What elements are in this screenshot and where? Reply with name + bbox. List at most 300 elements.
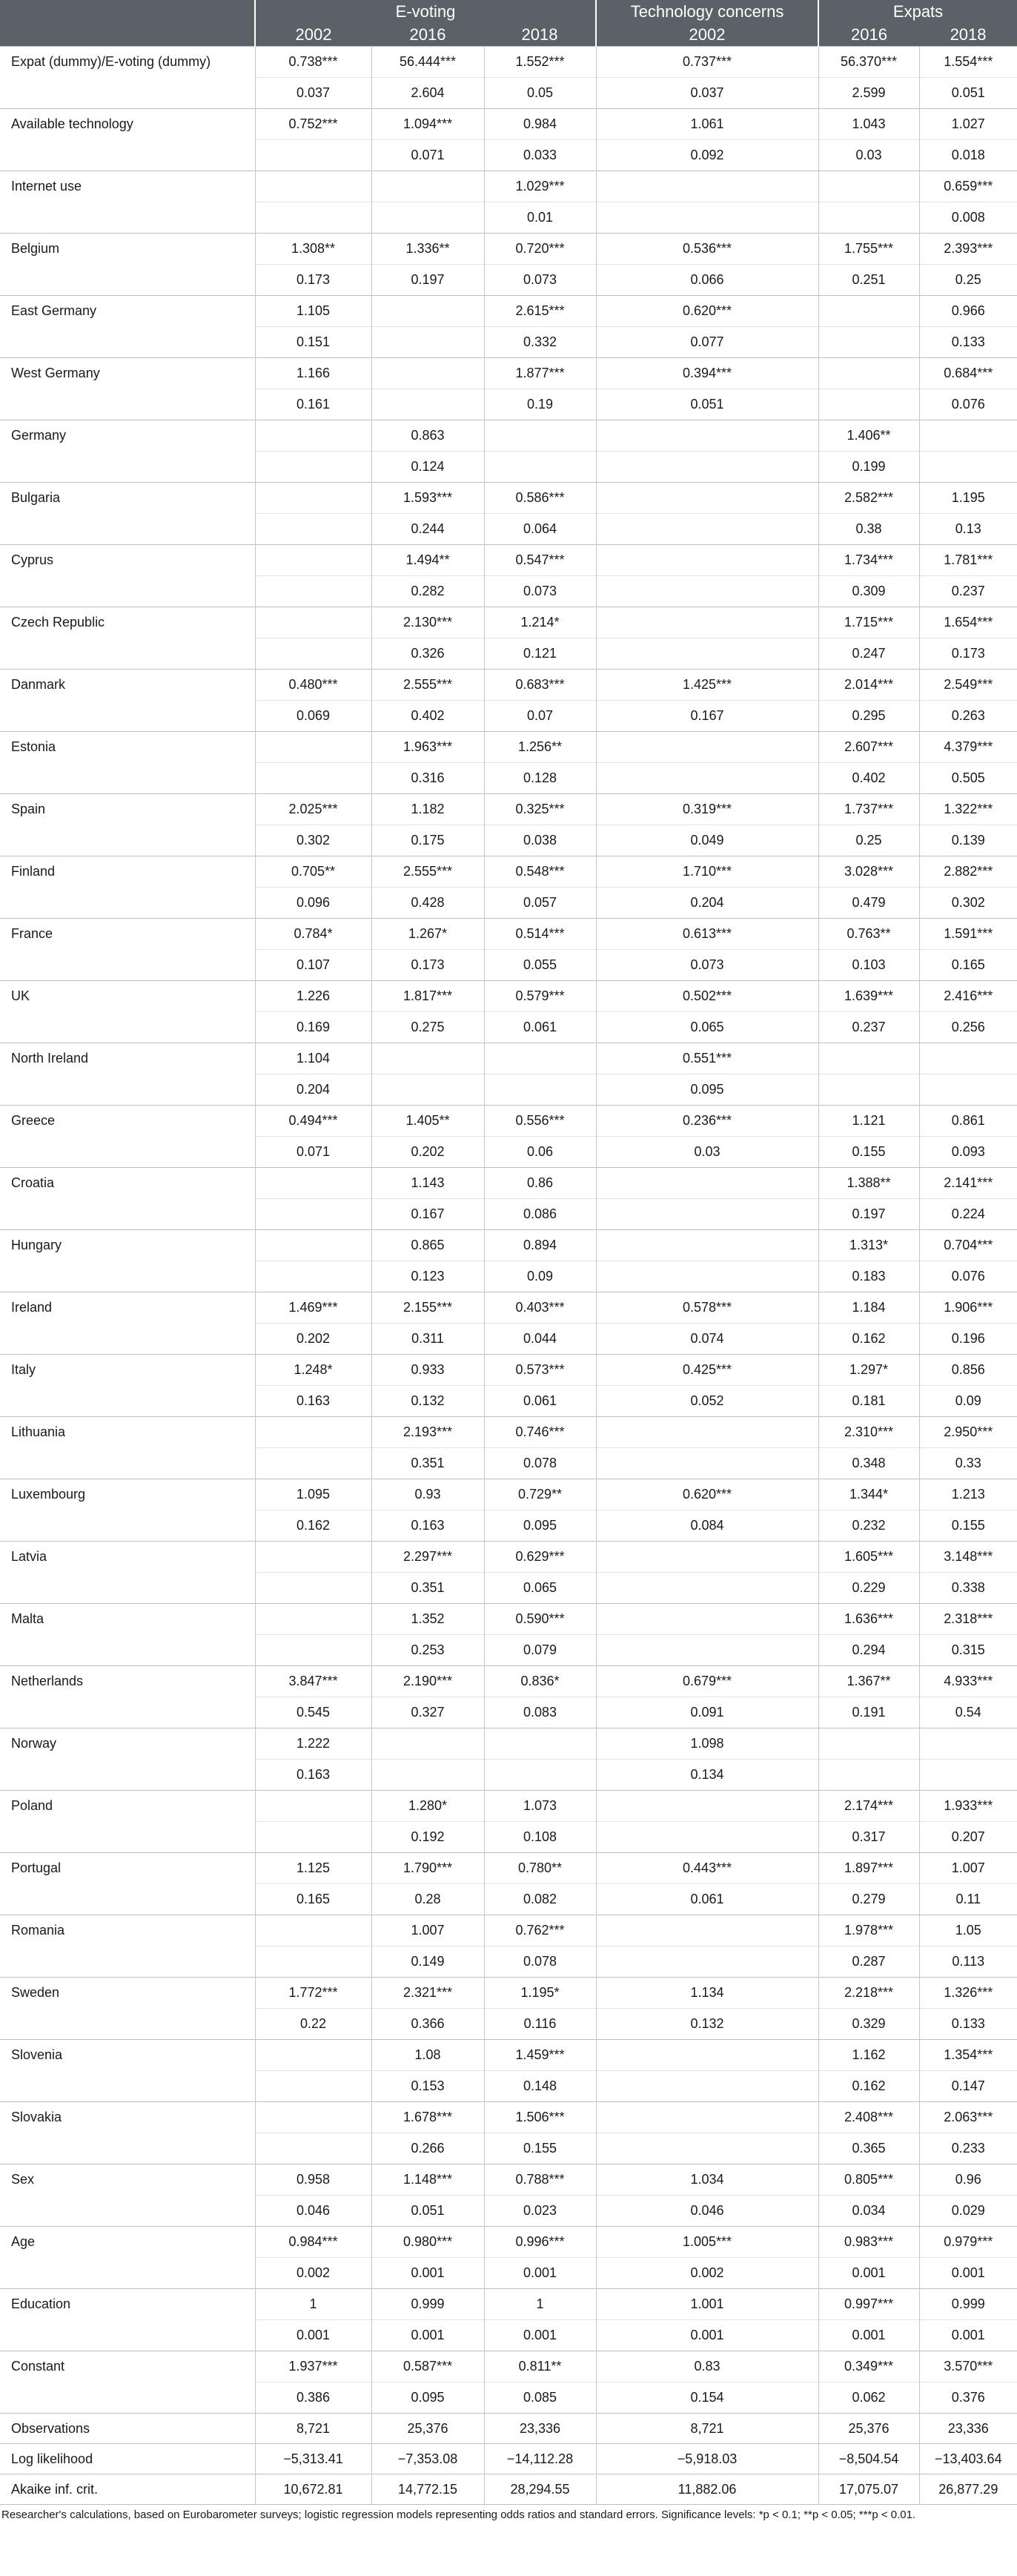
standard-error-cell: 0.22 [255,2009,371,2040]
standard-error-cell: 0.332 [484,327,596,358]
standard-error-cell: 0.196 [919,1324,1017,1355]
standard-error-cell: 0.162 [255,1510,371,1542]
standard-error-cell [255,1635,371,1666]
coefficient-cell: 56.444*** [371,47,484,78]
standard-error-cell [484,452,596,483]
standard-error-cell: 0.095 [484,1510,596,1542]
coefficient-cell: 0.762*** [484,1915,596,1946]
standard-error-cell: 0.237 [919,576,1017,607]
standard-error-cell: 0.078 [484,1448,596,1479]
table-row [0,794,1017,825]
coefficient-cell: 56.370*** [818,47,919,78]
coefficient-cell: 1.121 [818,1106,919,1137]
coefficient-cell: 2.193*** [371,1417,484,1448]
coefficient-cell: 2.555*** [371,670,484,701]
standard-error-cell [596,2071,818,2102]
standard-error-cell: 0.074 [596,1324,818,1355]
coefficient-cell: 0.704*** [919,1230,1017,1261]
standard-error-cell: 0.149 [371,1946,484,1978]
coefficient-cell: 1.280* [371,1791,484,1822]
coefficient-cell: 0.83 [596,2351,818,2382]
standard-error-cell [596,1199,818,1230]
coefficient-cell [255,420,371,452]
row-label: France [0,919,255,981]
header-year: 2016 [371,23,484,47]
standard-error-cell: 0.103 [818,950,919,981]
coefficient-cell [255,2102,371,2133]
standard-error-cell: 0.202 [371,1137,484,1168]
standard-error-cell: 0.07 [484,701,596,732]
table-row [0,1043,1017,1074]
stat-label: Log likelihood [0,2444,255,2474]
coefficient-cell: 0.578*** [596,1292,818,1324]
standard-error-cell: 0.191 [818,1697,919,1728]
coefficient-cell: 0.480*** [255,670,371,701]
standard-error-cell: 0.123 [371,1261,484,1292]
coefficient-cell: 1.388** [818,1168,919,1199]
standard-error-cell: 0.428 [371,888,484,919]
coefficient-cell: 1.043 [818,109,919,140]
coefficient-cell: 1.267* [371,919,484,950]
coefficient-cell [818,1728,919,1760]
standard-error-cell [596,763,818,794]
coefficient-cell: 2.549*** [919,670,1017,701]
standard-error-cell: 0.348 [818,1448,919,1479]
standard-error-cell: 0.061 [484,1012,596,1043]
coefficient-cell: 1 [484,2289,596,2320]
stat-value: −8,504.54 [818,2444,919,2474]
standard-error-cell: 0.192 [371,1822,484,1853]
coefficient-cell: 2.321*** [371,1978,484,2009]
row-label: Greece [0,1106,255,1168]
standard-error-cell: 0.064 [484,514,596,545]
standard-error-cell [596,1261,818,1292]
stat-value: 8,721 [255,2414,371,2444]
coefficient-cell [255,732,371,763]
standard-error-cell: 0.247 [818,638,919,670]
table-row [0,1915,1017,1946]
coefficient-cell: 0.999 [919,2289,1017,2320]
standard-error-cell: 0.279 [818,1884,919,1915]
standard-error-cell: 0.001 [255,2320,371,2351]
row-label: Danmark [0,670,255,732]
table-row [0,856,1017,888]
coefficient-cell: 0.933 [371,1355,484,1386]
standard-error-cell: 0.076 [919,1261,1017,1292]
standard-error-cell: 0.232 [818,1510,919,1542]
row-label: Cyprus [0,545,255,607]
coefficient-cell [255,1168,371,1199]
table-row [0,607,1017,638]
coefficient-cell [919,1043,1017,1074]
standard-error-cell: 0.173 [919,638,1017,670]
coefficient-cell: 0.836* [484,1666,596,1697]
standard-error-cell [255,1261,371,1292]
standard-error-cell: 0.204 [596,888,818,919]
coefficient-cell: 1.308** [255,234,371,265]
table-row [0,1853,1017,1884]
coefficient-cell: 1.978*** [818,1915,919,1946]
coefficient-cell [255,2040,371,2071]
coefficient-cell: 0.319*** [596,794,818,825]
table-row [0,358,1017,389]
standard-error-cell [255,2133,371,2164]
coefficient-cell: 1.639*** [818,981,919,1012]
coefficient-cell: 1.897*** [818,1853,919,1884]
table-header [0,0,1017,47]
standard-error-cell: 0.05 [484,78,596,109]
coefficient-cell [255,607,371,638]
stat-value: −7,353.08 [371,2444,484,2474]
header-year: 2002 [596,23,818,47]
standard-error-cell [371,1760,484,1791]
standard-error-cell: 0.06 [484,1137,596,1168]
coefficient-cell: 1.554*** [919,47,1017,78]
coefficient-cell: 2.393*** [919,234,1017,265]
standard-error-cell: 0.155 [818,1137,919,1168]
table-footnote: Researcher's calculations, based on Eurobarometer surveys; logistic regression models representing odds ratios and standard errors. Significance levels: *p < 0.1; **p < 0.05; ***p < 0.01. [1,2509,916,2521]
standard-error-cell: 0.302 [255,825,371,856]
coefficient-cell: 4.933*** [919,1666,1017,1697]
standard-error-cell: 0.161 [255,389,371,420]
coefficient-cell: 1.226 [255,981,371,1012]
standard-error-cell: 0.034 [818,2196,919,2227]
standard-error-cell: 0.266 [371,2133,484,2164]
coefficient-cell: 1.001 [596,2289,818,2320]
table-row [0,545,1017,576]
row-label: Croatia [0,1168,255,1230]
standard-error-cell: 0.197 [371,265,484,296]
coefficient-cell [596,483,818,514]
standard-error-cell: 0.38 [818,514,919,545]
coefficient-cell: 1.195 [919,483,1017,514]
standard-error-cell: 0.001 [371,2320,484,2351]
coefficient-cell: 1.734*** [818,545,919,576]
standard-error-cell: 0.311 [371,1324,484,1355]
standard-error-cell: 0.079 [484,1635,596,1666]
coefficient-cell: 0.997*** [818,2289,919,2320]
header-corner [0,0,255,23]
coefficient-cell: 2.014*** [818,670,919,701]
standard-error-cell: 0.03 [596,1137,818,1168]
standard-error-cell: 0.124 [371,452,484,483]
coefficient-cell: 0.679*** [596,1666,818,1697]
stat-value: 8,721 [596,2414,818,2444]
table-row [0,1230,1017,1261]
standard-error-cell [596,514,818,545]
coefficient-cell: 1.162 [818,2040,919,2071]
standard-error-cell: 0.095 [371,2382,484,2414]
coefficient-cell: 1.352 [371,1604,484,1635]
stat-value: 10,672.81 [255,2474,371,2505]
standard-error-cell: 0.207 [919,1822,1017,1853]
coefficient-cell: 1.213 [919,1479,1017,1510]
coefficient-cell [371,1043,484,1074]
standard-error-cell: 0.133 [919,327,1017,358]
standard-error-cell: 0.078 [484,1946,596,1978]
standard-error-cell: 0.061 [484,1386,596,1417]
standard-error-cell: 0.224 [919,1199,1017,1230]
standard-error-cell: 0.096 [255,888,371,919]
standard-error-cell: 0.002 [255,2258,371,2289]
coefficient-cell: 3.148*** [919,1542,1017,1573]
coefficient-cell: 1.937*** [255,2351,371,2382]
coefficient-cell: 1.678*** [371,2102,484,2133]
coefficient-cell: 0.865 [371,1230,484,1261]
table-row [0,1106,1017,1137]
standard-error-cell: 0.01 [484,202,596,234]
table-row [0,1791,1017,1822]
coefficient-cell: 1.029*** [484,171,596,202]
header-group-technology-concerns: Technology concerns [596,0,818,23]
standard-error-cell: 0.169 [255,1012,371,1043]
row-label: Hungary [0,1230,255,1292]
table-row [0,1542,1017,1573]
coefficient-cell [596,732,818,763]
standard-error-cell: 0.147 [919,2071,1017,2102]
standard-error-cell: 0.046 [255,2196,371,2227]
coefficient-cell: 0.958 [255,2164,371,2196]
coefficient-cell: 0.573*** [484,1355,596,1386]
standard-error-cell [255,1573,371,1604]
standard-error-cell: 0.151 [255,327,371,358]
standard-error-cell [596,1822,818,1853]
standard-error-cell: 0.076 [919,389,1017,420]
standard-error-cell: 0.165 [255,1884,371,1915]
standard-error-cell: 0.077 [596,327,818,358]
coefficient-cell: 1.344* [818,1479,919,1510]
standard-error-cell: 0.001 [484,2320,596,2351]
coefficient-cell: 1.737*** [818,794,919,825]
standard-error-cell: 0.173 [255,265,371,296]
coefficient-cell: 0.587*** [371,2351,484,2382]
table-row [0,1168,1017,1199]
coefficient-cell [818,171,919,202]
standard-error-cell: 0.199 [818,452,919,483]
table-row [0,1479,1017,1510]
standard-error-cell: 0.091 [596,1697,818,1728]
table-row [0,2040,1017,2071]
coefficient-cell: 0.720*** [484,234,596,265]
table-row [0,981,1017,1012]
stat-value: 14,772.15 [371,2474,484,2505]
standard-error-cell: 0.107 [255,950,371,981]
coefficient-cell: 1.248* [255,1355,371,1386]
standard-error-cell: 0.001 [919,2320,1017,2351]
standard-error-cell: 0.051 [596,389,818,420]
standard-error-cell: 0.073 [484,576,596,607]
standard-error-cell: 0.25 [818,825,919,856]
coefficient-cell: 4.379*** [919,732,1017,763]
standard-error-cell: 0.139 [919,825,1017,856]
coefficient-cell: 1.027 [919,109,1017,140]
coefficient-cell: 1.125 [255,1853,371,1884]
standard-error-cell: 0.061 [596,1884,818,1915]
standard-error-cell: 0.162 [818,2071,919,2102]
standard-error-cell [255,514,371,545]
standard-error-cell: 0.038 [484,825,596,856]
standard-error-cell: 0.244 [371,514,484,545]
table-row [0,1666,1017,1697]
coefficient-cell: 1.007 [919,1853,1017,1884]
standard-error-cell: 0.181 [818,1386,919,1417]
coefficient-cell: 2.310*** [818,1417,919,1448]
coefficient-cell: 0.579*** [484,981,596,1012]
standard-error-cell: 0.327 [371,1697,484,1728]
standard-error-cell: 0.282 [371,576,484,607]
standard-error-cell: 0.065 [596,1012,818,1043]
standard-error-cell: 0.037 [255,78,371,109]
standard-error-cell: 0.302 [919,888,1017,919]
standard-error-cell: 0.155 [484,2133,596,2164]
coefficient-cell: 1.336** [371,234,484,265]
coefficient-cell [818,358,919,389]
row-label: Sex [0,2164,255,2227]
coefficient-cell: 3.028*** [818,856,919,888]
row-label: North Ireland [0,1043,255,1106]
standard-error-cell: 0.132 [371,1386,484,1417]
coefficient-cell: 0.590*** [484,1604,596,1635]
coefficient-cell [919,1728,1017,1760]
standard-error-cell: 0.049 [596,825,818,856]
table-body [0,47,1017,2505]
standard-error-cell: 0.001 [818,2320,919,2351]
coefficient-cell: 0.805*** [818,2164,919,2196]
standard-error-cell: 0.315 [919,1635,1017,1666]
row-label: Constant [0,2351,255,2414]
standard-error-cell: 0.071 [371,140,484,171]
standard-error-cell [255,452,371,483]
standard-error-cell: 0.204 [255,1074,371,1106]
coefficient-cell: 1.906*** [919,1292,1017,1324]
standard-error-cell: 0.202 [255,1324,371,1355]
standard-error-cell: 0.233 [919,2133,1017,2164]
stat-value: 25,376 [371,2414,484,2444]
row-label: Lithuania [0,1417,255,1479]
row-label: Ireland [0,1292,255,1355]
header-group-expats: Expats [818,0,1017,23]
header-year: 2018 [919,23,1017,47]
coefficient-cell: 1.405** [371,1106,484,1137]
coefficient-cell [255,483,371,514]
coefficient-cell: 1.182 [371,794,484,825]
standard-error-cell: 0.167 [596,701,818,732]
coefficient-cell: 1.08 [371,2040,484,2071]
coefficient-cell [255,1542,371,1573]
standard-error-cell: 0.28 [371,1884,484,1915]
coefficient-cell: 0.999 [371,2289,484,2320]
coefficient-cell [596,1168,818,1199]
standard-error-cell [255,638,371,670]
coefficient-cell [596,1791,818,1822]
coefficient-cell: 0.556*** [484,1106,596,1137]
coefficient-cell: 1.755*** [818,234,919,265]
row-label: Belgium [0,234,255,296]
standard-error-cell: 0.133 [919,2009,1017,2040]
coefficient-cell [255,1791,371,1822]
standard-error-cell [255,1199,371,1230]
coefficient-cell: 0.403*** [484,1292,596,1324]
standard-error-cell: 0.116 [484,2009,596,2040]
standard-error-cell [596,1946,818,1978]
stat-value: 26,877.29 [919,2474,1017,2505]
coefficient-cell: 1.094*** [371,109,484,140]
header-year: 2002 [255,23,371,47]
standard-error-cell: 0.051 [919,78,1017,109]
coefficient-cell: 0.752*** [255,109,371,140]
table-row [0,1355,1017,1386]
coefficient-cell: 0.620*** [596,296,818,327]
standard-error-cell: 0.108 [484,1822,596,1853]
standard-error-cell [919,1074,1017,1106]
row-label: Age [0,2227,255,2289]
standard-error-cell [371,1074,484,1106]
coefficient-cell: 0.394*** [596,358,818,389]
standard-error-cell [255,1448,371,1479]
coefficient-cell: 0.425*** [596,1355,818,1386]
standard-error-cell: 0.365 [818,2133,919,2164]
coefficient-cell [255,1604,371,1635]
row-label: Romania [0,1915,255,1978]
standard-error-cell [596,576,818,607]
standard-error-cell: 0.001 [919,2258,1017,2289]
coefficient-cell: 1 [255,2289,371,2320]
coefficient-cell: 1.605*** [818,1542,919,1573]
coefficient-cell: 1.710*** [596,856,818,888]
standard-error-cell: 0.253 [371,1635,484,1666]
coefficient-cell [596,2102,818,2133]
standard-error-cell: 0.294 [818,1635,919,1666]
standard-error-cell: 0.069 [255,701,371,732]
coefficient-cell: 0.738*** [255,47,371,78]
coefficient-cell [596,1542,818,1573]
table-row [0,47,1017,78]
standard-error-cell [818,202,919,234]
coefficient-cell: 0.613*** [596,919,818,950]
coefficient-cell: 0.894 [484,1230,596,1261]
coefficient-cell: 0.983*** [818,2227,919,2258]
coefficient-cell [484,1043,596,1074]
standard-error-cell: 0.128 [484,763,596,794]
standard-error-cell: 0.023 [484,2196,596,2227]
standard-error-cell: 0.155 [919,1510,1017,1542]
coefficient-cell: 1.005*** [596,2227,818,2258]
coefficient-cell [596,1417,818,1448]
table-row [0,1604,1017,1635]
coefficient-cell: 2.582*** [818,483,919,514]
standard-error-cell [596,1573,818,1604]
standard-error-cell: 0.037 [596,78,818,109]
coefficient-cell: 1.322*** [919,794,1017,825]
coefficient-cell [255,1230,371,1261]
coefficient-cell: 0.763** [818,919,919,950]
table-row [0,2289,1017,2320]
row-label: Internet use [0,171,255,234]
standard-error-cell [371,389,484,420]
table-row [0,1417,1017,1448]
row-label: Slovenia [0,2040,255,2102]
standard-error-cell: 0.54 [919,1697,1017,1728]
coefficient-cell: 1.367** [818,1666,919,1697]
standard-error-cell: 0.093 [919,1137,1017,1168]
row-label: Czech Republic [0,607,255,670]
stat-row [0,2474,1017,2505]
stat-value: 25,376 [818,2414,919,2444]
standard-error-cell: 0.084 [596,1510,818,1542]
standard-error-cell: 2.599 [818,78,919,109]
coefficient-cell [255,1417,371,1448]
row-label: Slovakia [0,2102,255,2164]
